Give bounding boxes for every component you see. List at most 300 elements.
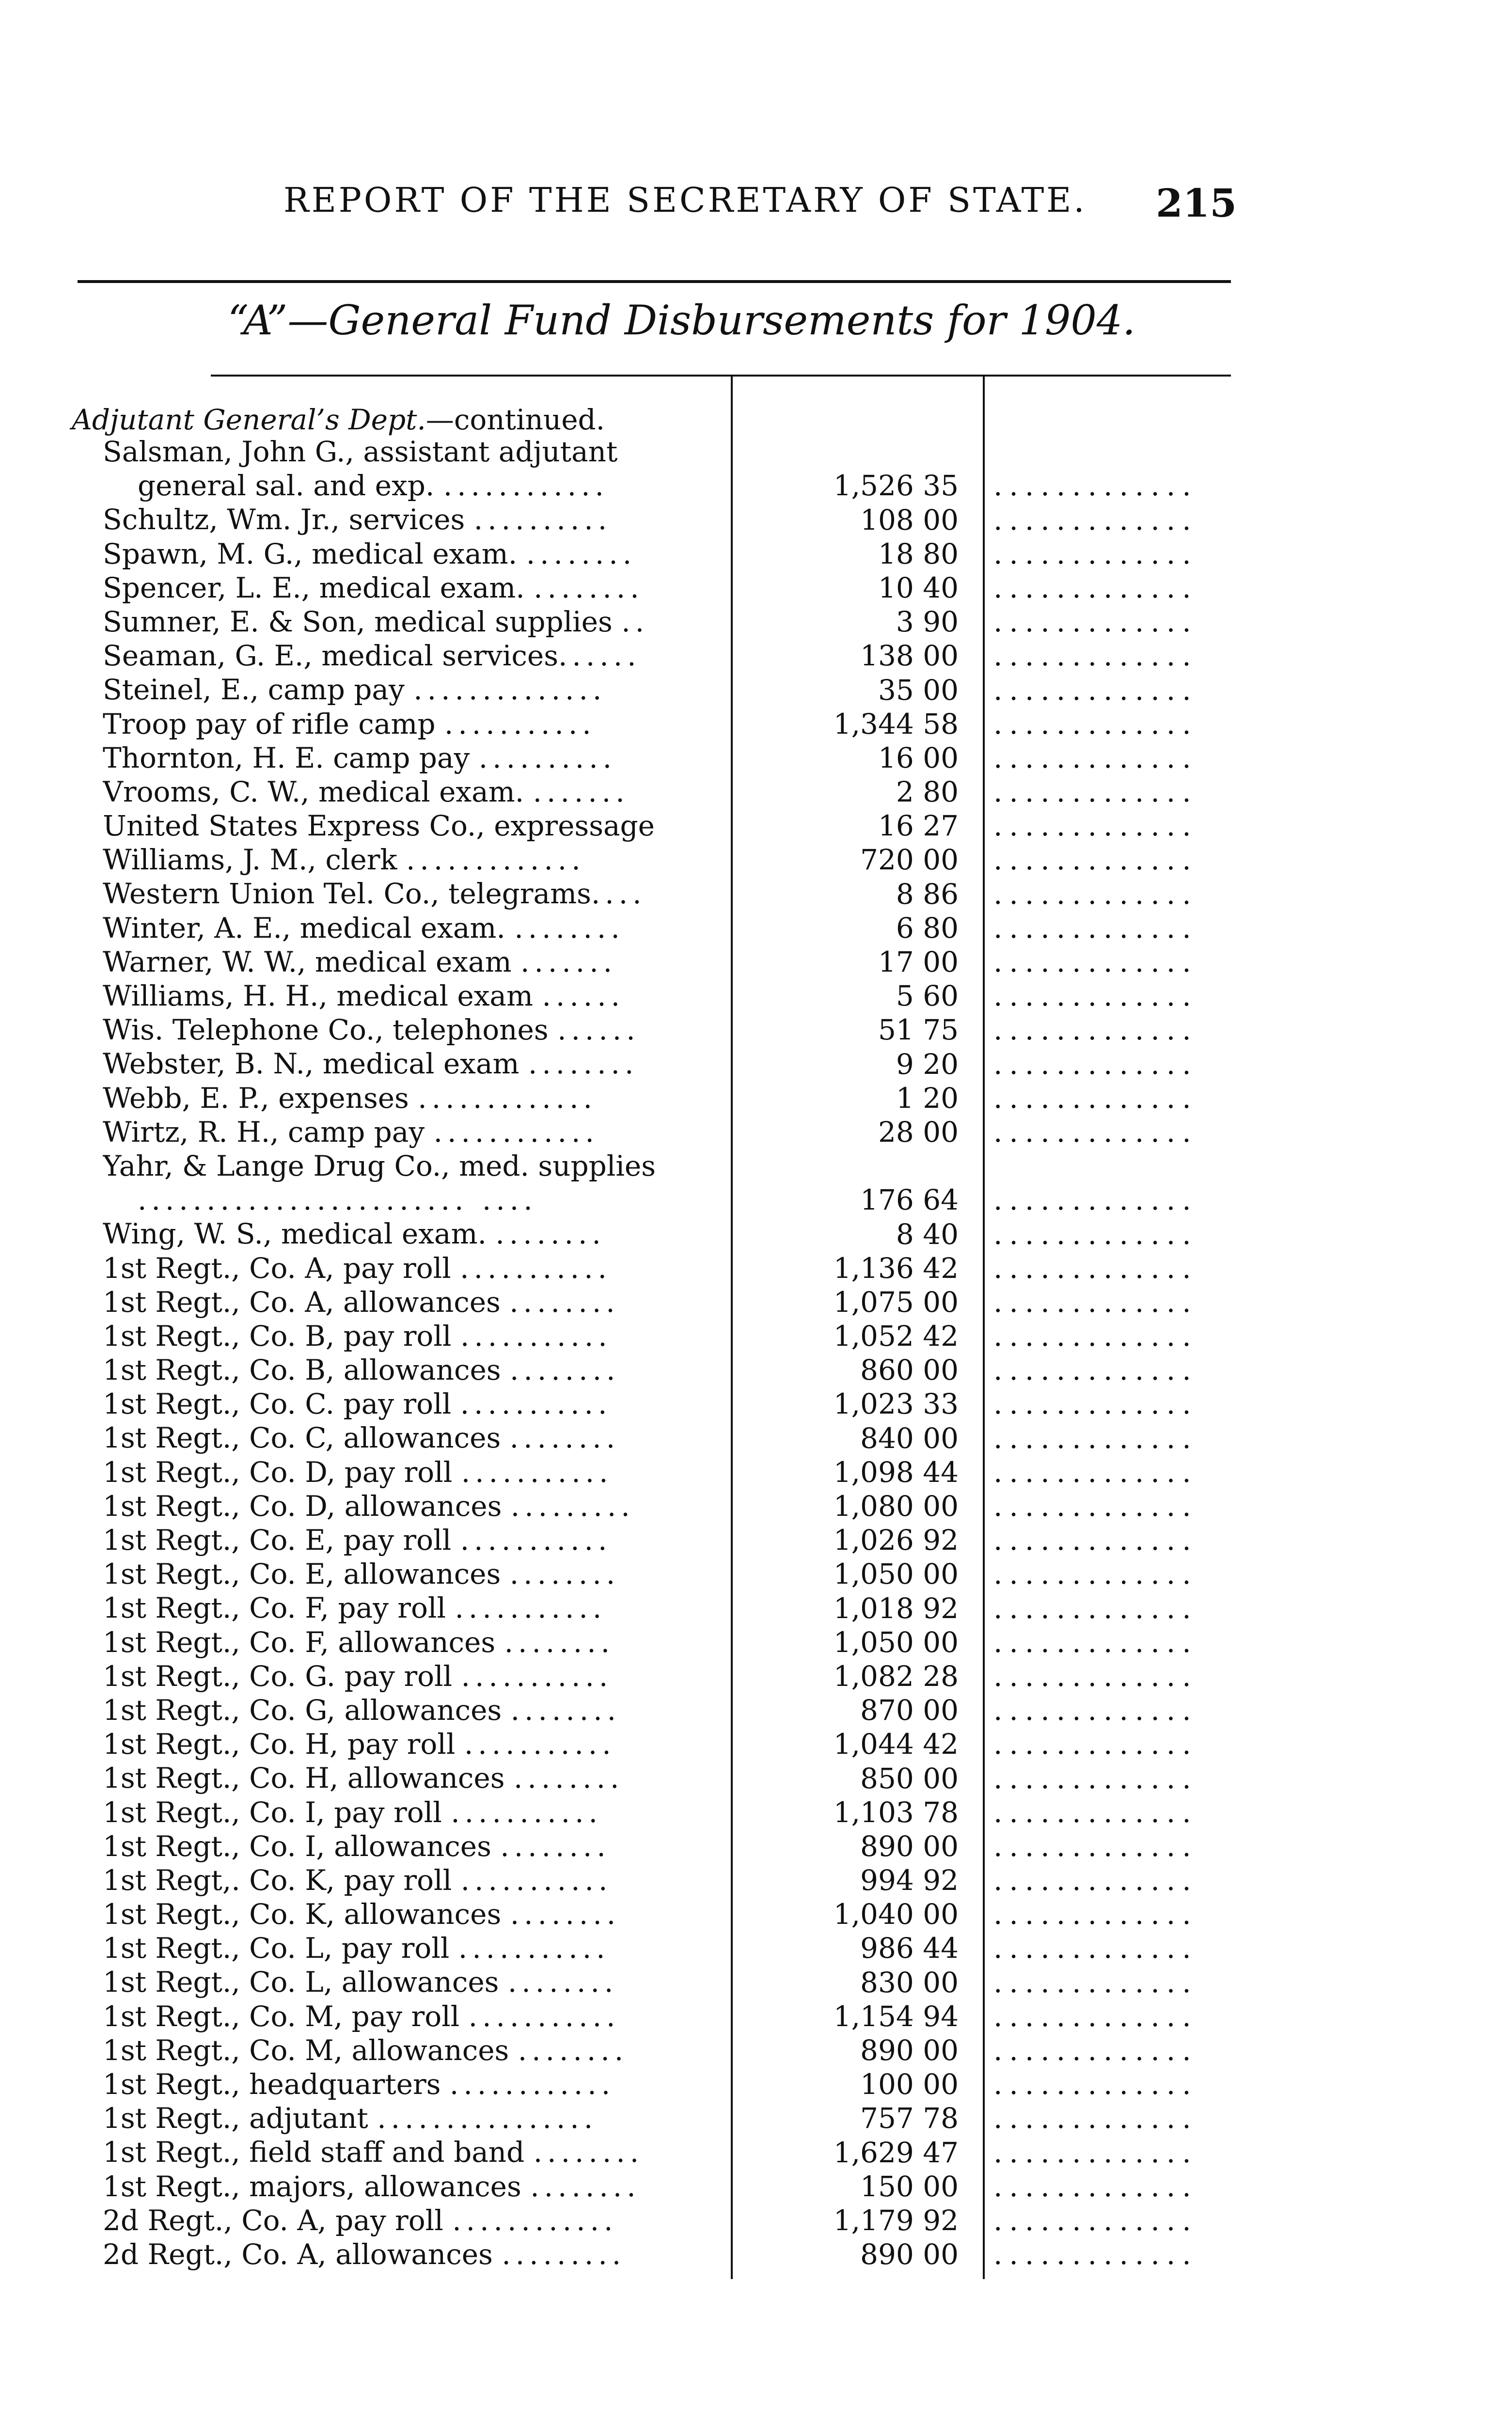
payee-name: Salsman, John G., assistant adjutant general sal. and exp. — [103, 435, 618, 502]
payee-leader-dots: ........... — [468, 1999, 620, 2033]
total-leader-dots: ............. — [993, 707, 1198, 740]
total-leader-dots: ............. — [993, 1591, 1198, 1625]
amount-cell: 16 27 — [878, 809, 959, 843]
ledger-row — [0, 1625, 1512, 1659]
payee-cell — [103, 1625, 725, 1659]
payee-cell — [103, 537, 725, 571]
amount-cell: 1,026 92 — [833, 1524, 959, 1557]
payee-cell — [103, 639, 725, 673]
amount-cell: 1,136 42 — [833, 1251, 959, 1285]
amount-cell: 860 00 — [860, 1353, 959, 1387]
payee-leader-dots: ........... — [451, 1795, 602, 1829]
payee-cell — [103, 1557, 725, 1591]
table-title-rule — [211, 375, 1231, 377]
ledger-row — [0, 1727, 1512, 1761]
ledger-row — [0, 673, 1512, 707]
payee-leader-dots: ........ — [507, 1966, 618, 1999]
payee-cell — [103, 503, 725, 536]
payee-cell — [103, 945, 725, 979]
total-leader-dots: ............. — [993, 1115, 1198, 1149]
ledger-row — [0, 1795, 1512, 1829]
payee-cell — [103, 1727, 725, 1761]
payee-leader-dots: ........... — [464, 1728, 616, 1761]
payee-cell — [103, 1965, 725, 1999]
payee-cell — [103, 1863, 725, 1897]
ledger-row — [0, 503, 1512, 536]
total-leader-dots: ............. — [993, 2068, 1198, 2101]
amount-cell: 150 00 — [860, 2170, 959, 2203]
payee-leader-dots: ........ — [526, 537, 637, 570]
payee-name: 1st Regt., Co. B, allowances — [103, 1353, 510, 1387]
payee-name: 1st Regt., Co. G, allowances — [103, 1693, 511, 1727]
payee-leader-dots: ........ — [509, 1285, 620, 1319]
table-title: “A”—General Fund Disbursements for 1904. — [228, 297, 1135, 344]
total-leader-dots: ............. — [993, 1081, 1198, 1115]
payee-leader-dots: ........... — [444, 707, 596, 740]
amount-cell: 2 80 — [896, 775, 959, 809]
amount-cell: 994 92 — [860, 1864, 959, 1897]
ledger-row — [0, 809, 1512, 843]
payee-name: 1st Regt., majors, allowances — [103, 2170, 531, 2203]
amount-cell: 3 90 — [896, 605, 959, 639]
amount-cell: 138 00 — [860, 639, 959, 673]
payee-name: Thornton, H. E. camp pay — [103, 741, 479, 774]
total-leader-dots: ............. — [993, 1251, 1198, 1285]
ledger-row — [0, 2170, 1512, 2203]
amount-cell: 1,082 28 — [833, 1659, 959, 1693]
total-leader-dots: ............. — [993, 1625, 1198, 1659]
amount-cell: 1,629 47 — [833, 2136, 959, 2169]
payee-name: Wirtz, R. H., camp pay — [103, 1115, 434, 1149]
payee-name: 1st Regt., Co. I, pay roll — [103, 1795, 451, 1829]
payee-leader-dots: ........... — [461, 1659, 613, 1693]
payee-cell — [103, 435, 725, 503]
total-leader-dots: ............. — [993, 1490, 1198, 1523]
payee-leader-dots: ........ — [513, 1762, 624, 1795]
amount-cell: 840 00 — [860, 1421, 959, 1455]
total-leader-dots: ............. — [993, 843, 1198, 877]
total-leader-dots: ............. — [993, 1524, 1198, 1557]
payee-cell — [103, 1931, 725, 1965]
total-leader-dots: ............. — [993, 469, 1198, 503]
ledger-row — [0, 1897, 1512, 1931]
total-leader-dots: ............. — [993, 1864, 1198, 1897]
payee-leader-dots: .............. — [413, 673, 607, 707]
ledger-row — [0, 2237, 1512, 2271]
ledger-row — [0, 1557, 1512, 1591]
payee-leader-dots: ........ — [495, 1217, 606, 1251]
payee-leader-dots: ............. — [418, 1081, 597, 1115]
payee-name: 1st Regt., Co. I, allowances — [103, 1829, 501, 1863]
payee-leader-dots: ........... — [461, 1455, 613, 1489]
payee-cell — [103, 1693, 725, 1727]
ledger-row — [0, 1217, 1512, 1251]
payee-leader-dots: ............. — [406, 843, 585, 877]
payee-cell — [103, 843, 725, 877]
amount-cell: 9 20 — [896, 1047, 959, 1081]
ledger-row — [0, 1319, 1512, 1353]
total-leader-dots: ............. — [993, 741, 1198, 774]
disbursement-ledger — [0, 435, 1512, 2271]
payee-leader-dots: ........... — [458, 1932, 610, 1965]
total-leader-dots: ............. — [993, 1659, 1198, 1693]
payee-leader-dots: .......... — [478, 741, 617, 774]
amount-cell: 1 20 — [896, 1081, 959, 1115]
payee-cell — [103, 571, 725, 605]
ledger-row — [0, 571, 1512, 605]
amount-cell: 1,050 00 — [833, 1625, 959, 1659]
ledger-row — [0, 1013, 1512, 1047]
ledger-row — [0, 639, 1512, 673]
ledger-row — [0, 1999, 1512, 2033]
ledger-row — [0, 1659, 1512, 1693]
payee-cell — [103, 1795, 725, 1829]
amount-cell: 1,103 78 — [833, 1795, 959, 1829]
payee-name: Webb, E. P., expenses — [103, 1081, 418, 1115]
total-leader-dots: ............. — [993, 2136, 1198, 2169]
payee-leader-dots: ........... — [455, 1591, 607, 1625]
total-leader-dots: ............. — [993, 1795, 1198, 1829]
payee-leader-dots: ......... — [510, 1489, 635, 1523]
payee-leader-dots: ........ — [528, 1047, 639, 1081]
payee-leader-dots: ........... — [460, 1319, 612, 1353]
payee-cell — [103, 1999, 725, 2033]
payee-name: Webster, B. N., medical exam — [103, 1047, 528, 1081]
payee-name: 1st Regt., Co. F, pay roll — [103, 1591, 455, 1625]
payee-cell — [103, 2067, 725, 2101]
payee-cell — [103, 1115, 725, 1149]
payee-cell — [103, 2237, 725, 2271]
payee-name: United States Express Co., expressage — [103, 809, 655, 843]
ledger-row — [0, 2203, 1512, 2237]
ledger-row — [0, 707, 1512, 741]
total-leader-dots: ............. — [993, 1421, 1198, 1455]
payee-name: 1st Regt., Co. E, allowances — [103, 1558, 510, 1591]
amount-cell: 1,075 00 — [833, 1285, 959, 1319]
payee-name: Spencer, L. E., medical exam. — [103, 571, 534, 604]
payee-cell — [103, 1897, 725, 1931]
total-leader-dots: ............. — [993, 639, 1198, 673]
page-number: 215 — [1156, 180, 1237, 226]
payee-leader-dots: ........... — [460, 1524, 612, 1557]
payee-leader-dots: ........ — [510, 1898, 621, 1931]
ledger-row — [0, 775, 1512, 809]
amount-cell: 10 40 — [878, 571, 959, 604]
payee-name: 1st Regt., Co. D, allowances — [103, 1489, 511, 1523]
amount-cell: 1,154 94 — [833, 1999, 959, 2033]
payee-cell — [103, 1251, 725, 1285]
payee-cell — [103, 605, 725, 639]
amount-cell: 1,044 42 — [833, 1728, 959, 1761]
ledger-row — [0, 1489, 1512, 1523]
ledger-row — [0, 1931, 1512, 1965]
payee-name: 1st Regt., adjutant — [103, 2102, 378, 2135]
payee-cell — [103, 1829, 725, 1863]
total-leader-dots: ............. — [993, 979, 1198, 1013]
payee-leader-dots: .... — [591, 877, 646, 911]
ledger-row — [0, 1047, 1512, 1081]
payee-name: Yahr, & Lange Drug Co., med. supplies — [103, 1149, 656, 1182]
amount-cell: 757 78 — [860, 2102, 959, 2135]
payee-leader-dots: ...... — [542, 979, 625, 1013]
payee-leader-dots: ............ — [443, 469, 609, 502]
payee-name: Schultz, Wm. Jr., services — [103, 503, 474, 536]
ledger-row — [0, 1353, 1512, 1387]
amount-cell: 28 00 — [878, 1115, 959, 1149]
payee-cell — [103, 741, 725, 775]
total-leader-dots: ............. — [993, 503, 1198, 536]
payee-leader-dots: ........ — [500, 1829, 611, 1863]
payee-cell — [103, 1523, 725, 1557]
total-leader-dots: ............. — [993, 2034, 1198, 2067]
payee-cell — [103, 1319, 725, 1353]
payee-cell — [103, 1285, 725, 1319]
ledger-row — [0, 1965, 1512, 1999]
running-head-title: REPORT OF THE SECRETARY OF STATE. — [284, 180, 1087, 220]
section-heading — [72, 403, 605, 436]
total-leader-dots: ............. — [993, 1285, 1198, 1319]
ledger-row — [0, 1829, 1512, 1863]
amount-cell: 108 00 — [860, 503, 959, 536]
total-leader-dots: ............. — [993, 1694, 1198, 1727]
payee-name: 1st Regt., Co. L, pay roll — [103, 1932, 458, 1965]
amount-cell: 1,179 92 — [833, 2203, 959, 2237]
total-leader-dots: ............. — [993, 605, 1198, 639]
payee-name: 1st Regt., Co. G. pay roll — [103, 1659, 461, 1693]
ledger-row — [0, 1387, 1512, 1421]
payee-name: 1st Regt., Co. A, allowances — [103, 1285, 510, 1319]
payee-cell — [103, 2170, 725, 2203]
payee-cell — [103, 1659, 725, 1693]
payee-leader-dots: ........ — [534, 571, 644, 604]
amount-cell: 850 00 — [860, 1762, 959, 1795]
amount-cell: 1,098 44 — [833, 1455, 959, 1489]
ledger-row — [0, 1251, 1512, 1285]
payee-leader-dots: ...... — [557, 1013, 640, 1047]
payee-name: Winter, A. E., medical exam. — [103, 911, 515, 944]
ledger-row — [0, 1523, 1512, 1557]
total-leader-dots: ............. — [993, 1829, 1198, 1863]
amount-cell: 5 60 — [896, 979, 959, 1013]
payee-name: 1st Regt., headquarters — [103, 2068, 450, 2101]
payee-leader-dots: ......... — [502, 2237, 626, 2271]
total-leader-dots: ............. — [993, 1217, 1198, 1251]
amount-cell: 1,526 35 — [833, 469, 959, 503]
ledger-row — [0, 1115, 1512, 1149]
payee-name: 1st Regt., Co. L, allowances — [103, 1966, 508, 1999]
ledger-row — [0, 1455, 1512, 1489]
payee-cell — [103, 1387, 725, 1421]
payee-name: Sumner, E. & Son, medical supplies — [103, 605, 622, 638]
amount-cell: 1,040 00 — [833, 1898, 959, 1931]
payee-cell — [103, 1353, 725, 1387]
payee-cell — [103, 673, 725, 707]
payee-name: 1st Regt., Co. F, allowances — [103, 1625, 504, 1659]
payee-cell — [103, 877, 725, 911]
ledger-row — [0, 2033, 1512, 2067]
ledger-row — [0, 979, 1512, 1013]
payee-leader-dots: ........ — [509, 1558, 620, 1591]
payee-leader-dots: ........... — [460, 1387, 612, 1421]
total-leader-dots: ............. — [993, 1387, 1198, 1421]
amount-cell: 830 00 — [860, 1966, 959, 1999]
amount-cell: 100 00 — [860, 2068, 959, 2101]
header-rule — [78, 280, 1231, 283]
payee-cell — [103, 2101, 725, 2135]
payee-leader-dots: .. — [621, 605, 649, 638]
amount-cell: 17 00 — [878, 945, 959, 979]
payee-name: Troop pay of rifle camp — [103, 707, 444, 740]
payee-name: Vrooms, C. W., medical exam. — [103, 775, 533, 808]
amount-cell: 1,050 00 — [833, 1558, 959, 1591]
ledger-row — [0, 877, 1512, 911]
amount-cell: 720 00 — [860, 843, 959, 877]
ledger-row — [0, 435, 1512, 503]
amount-cell: 1,080 00 — [833, 1490, 959, 1523]
payee-leader-dots: ...... — [558, 639, 641, 673]
payee-name: 1st Regt., Co. M, allowances — [103, 2033, 518, 2067]
amount-cell: 8 40 — [896, 1217, 959, 1251]
payee-name: Williams, H. H., medical exam — [103, 979, 542, 1013]
amount-cell: 51 75 — [878, 1013, 959, 1047]
total-leader-dots: ............. — [993, 1999, 1198, 2033]
payee-cell — [103, 1455, 725, 1489]
payee-leader-dots: ........ — [509, 1421, 620, 1455]
payee-name: 1st Regt., Co. K, allowances — [103, 1898, 510, 1931]
payee-leader-dots: ........... — [460, 1251, 612, 1285]
total-leader-dots: ............. — [993, 2170, 1198, 2203]
ledger-row — [0, 2067, 1512, 2101]
ledger-row — [0, 1285, 1512, 1319]
payee-cell — [103, 911, 725, 945]
payee-cell — [103, 1489, 725, 1523]
payee-leader-dots: ....... — [533, 775, 630, 808]
amount-cell: 8 86 — [896, 877, 959, 911]
payee-name: Wis. Telephone Co., telephones — [103, 1013, 558, 1047]
amount-cell: 1,052 42 — [833, 1320, 959, 1353]
total-leader-dots: ............. — [993, 1353, 1198, 1387]
payee-leader-dots: ........ — [504, 1625, 615, 1659]
total-leader-dots: ............. — [993, 1762, 1198, 1795]
amount-cell: 16 00 — [878, 741, 959, 774]
payee-name: 1st Regt., field staff and band — [103, 2136, 534, 2169]
ledger-row — [0, 1863, 1512, 1897]
payee-leader-dots: ............ — [452, 2203, 618, 2237]
total-leader-dots: ............. — [993, 1183, 1198, 1217]
total-leader-dots: ............. — [993, 1320, 1198, 1353]
total-leader-dots: ............. — [993, 1558, 1198, 1591]
payee-leader-dots: ........ — [518, 2033, 629, 2067]
amount-cell: 890 00 — [860, 2034, 959, 2067]
payee-leader-dots: ........ — [530, 2170, 641, 2203]
section-dept: Adjutant General’s Dept. — [72, 403, 426, 436]
total-leader-dots: ............. — [993, 537, 1198, 570]
payee-cell — [103, 775, 725, 809]
payee-name: 1st Regt,. Co. K, pay roll — [103, 1863, 461, 1897]
payee-cell — [103, 1761, 725, 1795]
payee-name: Wing, W. S., medical exam. — [103, 1217, 496, 1251]
payee-leader-dots: ........ — [514, 911, 625, 944]
payee-leader-dots: ........................ .... — [138, 1183, 537, 1216]
total-leader-dots: ............. — [993, 1047, 1198, 1081]
payee-cell — [103, 2033, 725, 2067]
ledger-row — [0, 1693, 1512, 1727]
total-leader-dots: ............. — [993, 2102, 1198, 2135]
amount-cell: 986 44 — [860, 1932, 959, 1965]
ledger-row — [0, 2135, 1512, 2169]
amount-cell: 890 00 — [860, 2238, 959, 2271]
payee-name: 1st Regt., Co. A, pay roll — [103, 1251, 460, 1285]
ledger-row — [0, 843, 1512, 877]
total-leader-dots: ............. — [993, 2238, 1198, 2271]
ledger-row — [0, 945, 1512, 979]
total-leader-dots: ............. — [993, 877, 1198, 911]
payee-cell — [103, 1081, 725, 1115]
payee-name: Williams, J. M., clerk — [103, 843, 406, 877]
payee-leader-dots: .......... — [473, 503, 612, 536]
payee-cell — [103, 1217, 725, 1251]
payee-leader-dots: ............ — [433, 1115, 599, 1149]
payee-name: 1st Regt., Co. H, allowances — [103, 1762, 514, 1795]
payee-name: Western Union Tel. Co., telegrams — [103, 877, 591, 911]
total-leader-dots: ............. — [993, 571, 1198, 604]
payee-cell — [103, 1013, 725, 1047]
amount-cell: 1,018 92 — [833, 1591, 959, 1625]
payee-name: 1st Regt., Co. B, pay roll — [103, 1319, 460, 1353]
payee-name: Seaman, G. E., medical services — [103, 639, 558, 673]
payee-name: 2d Regt., Co. A, pay roll — [103, 2203, 453, 2237]
payee-name: 1st Regt., Co. C, allowances — [103, 1421, 510, 1455]
ledger-row — [0, 1591, 1512, 1625]
amount-cell: 870 00 — [860, 1694, 959, 1727]
total-leader-dots: ............. — [993, 1966, 1198, 1999]
total-leader-dots: ............. — [993, 775, 1198, 809]
amount-cell: 35 00 — [878, 673, 959, 707]
total-leader-dots: ............. — [993, 1455, 1198, 1489]
payee-cell — [103, 809, 725, 843]
payee-cell — [103, 1421, 725, 1455]
total-leader-dots: ............. — [993, 1898, 1198, 1931]
payee-cell — [103, 2203, 725, 2237]
total-leader-dots: ............. — [993, 1932, 1198, 1965]
amount-cell: 176 64 — [860, 1183, 959, 1217]
payee-name: 2d Regt., Co. A, allowances — [103, 2237, 502, 2271]
amount-cell: 1,344 58 — [833, 707, 959, 740]
payee-name: 1st Regt., Co. H, pay roll — [103, 1728, 464, 1761]
payee-cell — [103, 1047, 725, 1081]
ledger-row — [0, 2101, 1512, 2135]
total-leader-dots: ............. — [993, 1013, 1198, 1047]
payee-name: 1st Regt., Co. D, pay roll — [103, 1455, 461, 1489]
ledger-row — [0, 1421, 1512, 1455]
payee-leader-dots: ................ — [377, 2102, 598, 2135]
total-leader-dots: ............. — [993, 809, 1198, 843]
amount-cell: 1,023 33 — [833, 1387, 959, 1421]
total-leader-dots: ............. — [993, 2203, 1198, 2237]
payee-cell — [103, 2135, 725, 2169]
ledger-row — [0, 911, 1512, 945]
total-leader-dots: ............. — [993, 911, 1198, 944]
payee-leader-dots: ........ — [509, 1353, 620, 1387]
payee-leader-dots: ....... — [520, 945, 617, 978]
payee-name: Spawn, M. G., medical exam. — [103, 537, 526, 570]
ledger-row — [0, 1081, 1512, 1115]
ledger-row — [0, 605, 1512, 639]
total-leader-dots: ............. — [993, 673, 1198, 707]
payee-name: 1st Regt., Co. M, pay roll — [103, 1999, 469, 2033]
payee-leader-dots: ........ — [533, 2136, 644, 2169]
ledger-row — [0, 1149, 1512, 1217]
